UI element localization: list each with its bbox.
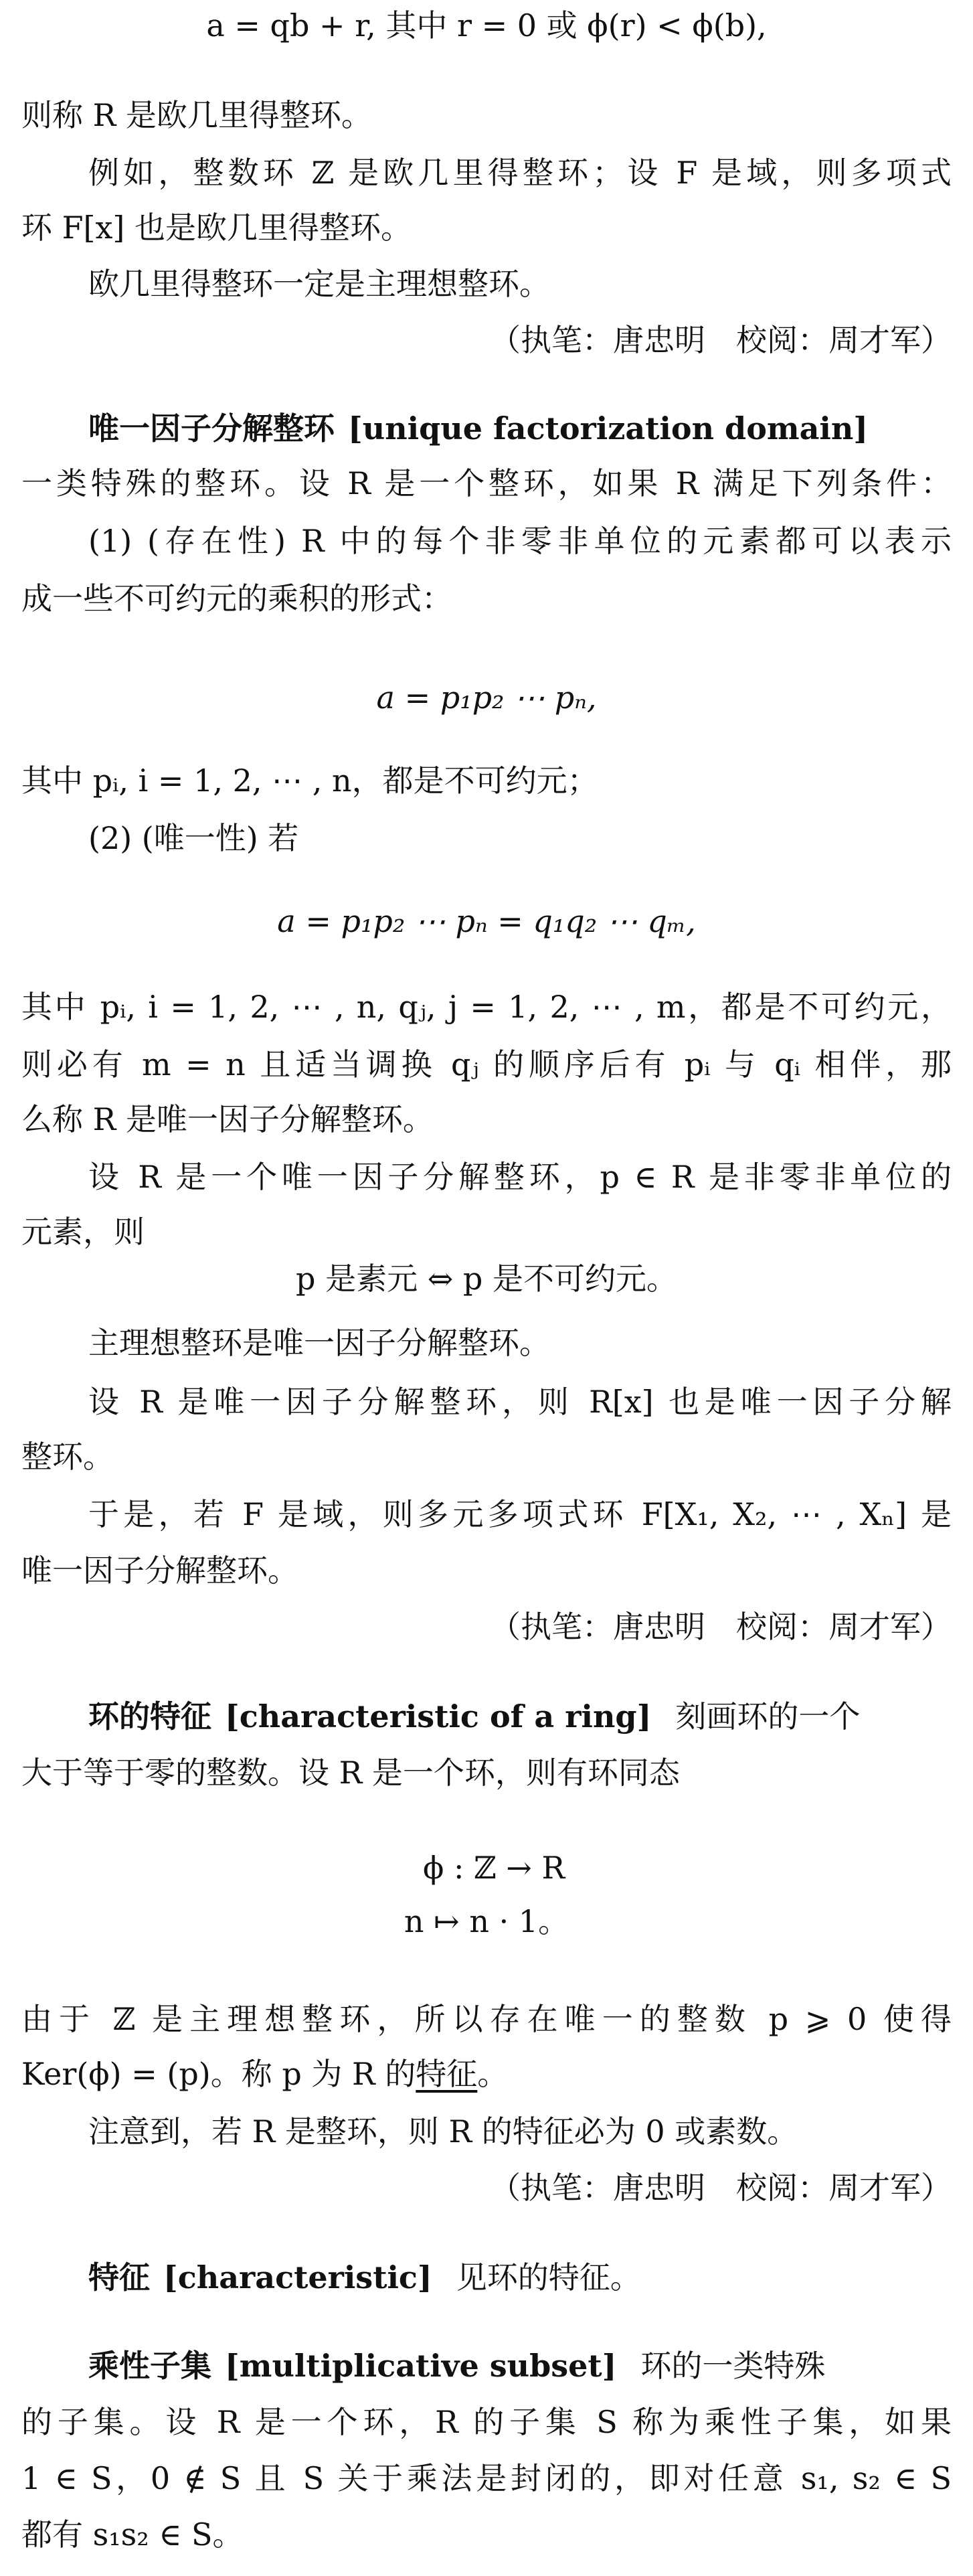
author-credit: （执笔：唐忠明 校阅：周才军） <box>490 322 952 358</box>
text-line: 元素，则 <box>21 1214 145 1250</box>
entry-definition-start: 环的一类特殊 <box>640 2348 826 2384</box>
entry-heading-characteristic <box>21 2257 952 2298</box>
text-line: 其中 pᵢ, i = 1, 2, ⋯ , n，都是不可约元； <box>21 762 598 799</box>
text-line: 主理想整环是唯一因子分解整环。 <box>88 1325 550 1361</box>
homomorphism-map-formula: n ↦ n · 1。 <box>404 1903 569 1939</box>
text-line: 一类特殊的整环。设 R 是一个整环，如果 R 满足下列条件： <box>21 465 952 501</box>
entry-heading-ufd <box>21 408 952 449</box>
entry-heading-ring-characteristic <box>21 1696 952 1737</box>
text-line: 都有 s₁s₂ ∈ S。 <box>21 2516 244 2553</box>
entry-english-term: [unique factorization domain] <box>348 410 869 447</box>
homomorphism-formula: ϕ : ℤ → R <box>423 1850 565 1886</box>
entry-english-term: [characteristic of a ring] <box>225 1698 652 1735</box>
entry-definition-start: 刻画环的一个 <box>675 1698 861 1735</box>
euclid-condition-formula: a = qb + r, 其中 r = 0 或 ϕ(r) < ϕ(b), <box>206 7 767 44</box>
entry-title: 唯一因子分解整环 <box>88 410 335 447</box>
entry-english-term: [multiplicative subset] <box>225 2348 617 2384</box>
text-line <box>21 2054 952 2094</box>
text-line: 注意到，若 R 是整环，则 R 的特征必为 0 或素数。 <box>88 2113 798 2150</box>
text-line: 由于 ℤ 是主理想整环，所以存在唯一的整数 p ⩾ 0 使得 <box>21 2001 952 2037</box>
text-line: 的子集。设 R 是一个环，R 的子集 S 称为乘性子集，如果 <box>21 2404 952 2440</box>
text-line: 1 ∈ S，0 ∉ S 且 S 关于乘法是封闭的，即对任意 s₁, s₂ ∈ S <box>21 2460 952 2496</box>
text-line: 于是，若 F 是域，则多元多项式环 F[X₁, X₂, ⋯ , Xₙ] 是 <box>88 1496 952 1532</box>
text-line: 环 F[x] 也是欧几里得整环。 <box>21 210 412 246</box>
text-line: 欧几里得整环一定是主理想整环。 <box>88 266 550 302</box>
entry-title: 环的特征 <box>88 1698 211 1735</box>
text-segment: Ker(ϕ) = (p)。称 p 为 R 的 <box>21 2056 416 2092</box>
text-line: 则必有 m = n 且适当调换 qⱼ 的顺序后有 pᵢ 与 qᵢ 相伴，那 <box>21 1046 952 1082</box>
entry-title: 特征 <box>88 2259 150 2296</box>
text-line: 设 R 是一个唯一因子分解整环，p ∈ R 是非零非单位的 <box>88 1159 952 1195</box>
equivalence-formula: p 是素元 ⇔ p 是不可约元。 <box>296 1261 677 1297</box>
term-link-characteristic: 特征 <box>416 2056 478 2092</box>
entry-title: 乘性子集 <box>88 2348 211 2384</box>
text-line: (1) (存在性) R 中的每个非零非单位的元素都可以表示 <box>88 523 952 559</box>
author-credit: （执笔：唐忠明 校阅：周才军） <box>490 2170 952 2206</box>
text-line: 整环。 <box>21 1439 114 1475</box>
text-line: 唯一因子分解整环。 <box>21 1552 298 1589</box>
text-segment: 。 <box>477 2056 509 2092</box>
entry-english-term: [characteristic] <box>163 2259 432 2296</box>
text-line: 成一些不可约元的乘积的形式： <box>21 580 452 617</box>
author-credit: （执笔：唐忠明 校阅：周才军） <box>490 1609 952 1645</box>
text-line: 其中 pᵢ, i = 1, 2, ⋯ , n, qⱼ, j = 1, 2, ⋯ , m，都是不可约元， <box>21 989 952 1025</box>
entry-heading-multiplicative-subset <box>21 2346 952 2386</box>
uniqueness-formula: a = p₁p₂ ⋯ pₙ = q₁q₂ ⋯ qₘ, <box>277 903 696 939</box>
text-line: 设 R 是唯一因子分解整环，则 R[x] 也是唯一因子分解 <box>88 1384 952 1420</box>
text-line: (2) (唯一性) 若 <box>88 820 299 856</box>
text-line: 例如，整数环 ℤ 是欧几里得整环；设 F 是域，则多项式 <box>88 155 952 191</box>
text-line: 么称 R 是唯一因子分解整环。 <box>21 1101 434 1137</box>
product-formula: a = p₁p₂ ⋯ pₙ, <box>376 679 597 716</box>
text-line: 则称 R 是欧几里得整环。 <box>21 97 372 133</box>
entry-cross-reference: 见环的特征。 <box>456 2259 641 2296</box>
text-line: 大于等于零的整数。设 R 是一个环，则有环同态 <box>21 1755 680 1791</box>
